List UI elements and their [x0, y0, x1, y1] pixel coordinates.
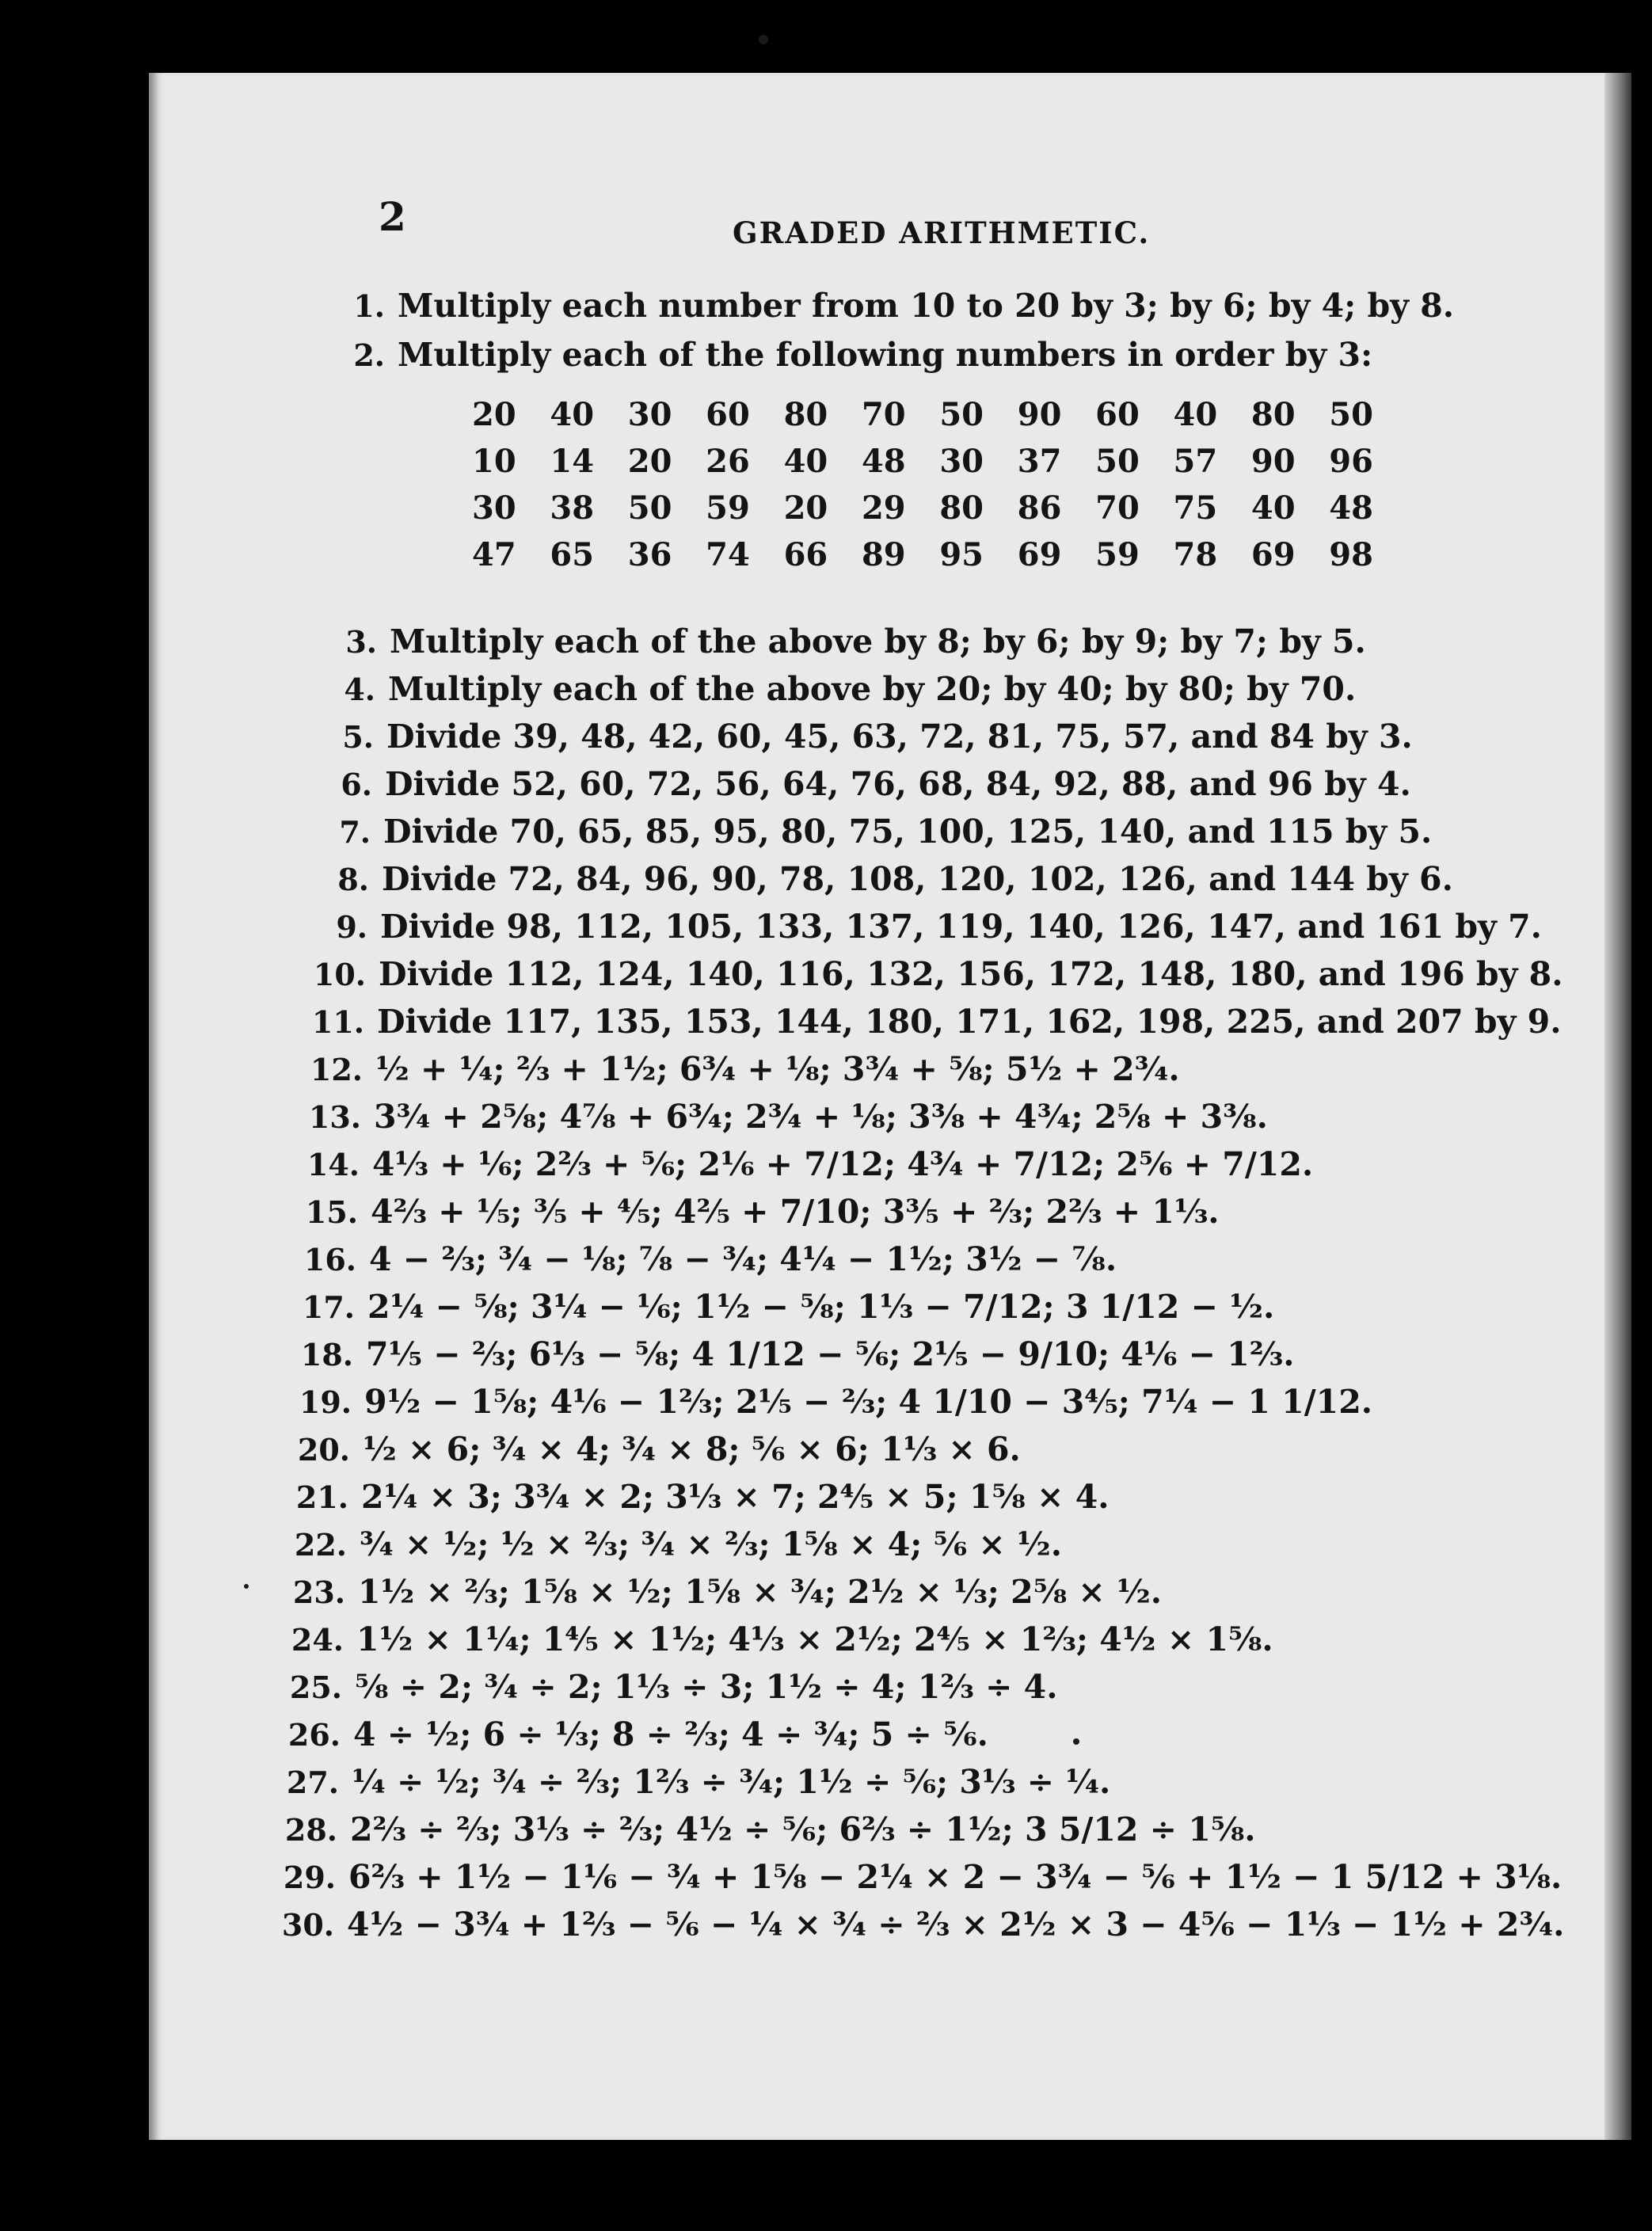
problem-22: [279, 1525, 1062, 1564]
problem-text: Multiply each of the following numbers in order by 3:: [398, 336, 1373, 374]
grid-cell: 80: [939, 489, 984, 527]
scan-speck: [244, 1584, 249, 1589]
problem-text: 3¾ + 2⅝; 4⅞ + 6¾; 2¾ + ⅛; 3⅜ + 4¾; 2⅝ + 3⅜.: [374, 1098, 1268, 1136]
problem-text: ½ + ¼; ⅔ + 1½; 6¾ + ⅛; 3¾ + ⅝; 5½ + 2¾.: [375, 1050, 1180, 1088]
grid-cell: 50: [1095, 443, 1140, 480]
problem-number: 16.: [303, 1242, 356, 1277]
grid-cell: 66: [783, 536, 828, 573]
grid-cell: 65: [550, 536, 595, 573]
problem-23: [277, 1573, 1162, 1612]
problem-text: Divide 98, 112, 105, 133, 137, 119, 140, 126, 147, and 161 by 7.: [380, 908, 1542, 946]
grid-row: [472, 443, 1407, 489]
grid-cell: 98: [1329, 536, 1373, 573]
problem-30: [266, 1905, 1564, 1944]
grid-row: [472, 396, 1407, 443]
problem-15: [290, 1193, 1220, 1232]
problem-text: Multiply each of the above by 20; by 40; by 80; by 70.: [388, 670, 1357, 708]
grid-row: [472, 489, 1407, 536]
grid-cell: 29: [861, 489, 906, 527]
grid-cell: 89: [861, 536, 906, 573]
problem-number: 26.: [287, 1717, 341, 1753]
problem-text: 1½ × ⅔; 1⅝ × ½; 1⅝ × ¾; 2½ × ⅓; 2⅝ × ½.: [358, 1573, 1163, 1611]
problem-number: 10.: [313, 957, 366, 992]
problem-17: [287, 1288, 1274, 1327]
grid-row: [472, 536, 1407, 583]
problem-number: 23.: [292, 1574, 345, 1610]
grid-cell: 78: [1173, 536, 1218, 573]
problem-19: [284, 1383, 1372, 1422]
problem-number: 20.: [297, 1432, 350, 1468]
problem-number: 12.: [310, 1052, 363, 1087]
grid-cell: 50: [939, 396, 984, 433]
problem-10: [298, 955, 1563, 994]
problem-number: 28.: [284, 1812, 337, 1848]
problem-text: 2⅔ ÷ ⅔; 3⅓ ÷ ⅔; 4½ ÷ ⅚; 6⅔ ÷ 1½; 3 5/12 ÷ 1⅝.: [350, 1810, 1256, 1848]
problem-4: [307, 670, 1356, 709]
problem-text: Multiply each number from 10 to 20 by 3; by 6; by 4; by 8.: [398, 287, 1455, 325]
problem-text: ¾ × ½; ½ × ⅔; ¾ × ⅔; 1⅝ × 4; ⅚ × ½.: [360, 1525, 1063, 1563]
grid-cell: 30: [939, 443, 984, 480]
problem-number: 13.: [308, 1099, 361, 1135]
grid-cell: 59: [706, 489, 750, 527]
problem-24: [276, 1620, 1273, 1659]
problem-16: [288, 1240, 1117, 1279]
problem-text: 4 ÷ ½; 6 ÷ ⅓; 8 ÷ ⅔; 4 ÷ ¾; 5 ÷ ⅚.: [353, 1715, 988, 1753]
problem-text: 4 − ⅔; ¾ − ⅛; ⅞ − ¾; 4¼ − 1½; 3½ − ⅞.: [369, 1240, 1117, 1278]
problem-number: 5.: [342, 719, 374, 755]
problem-26: [272, 1715, 988, 1754]
problem-1: [317, 287, 1454, 326]
problem-13: [293, 1098, 1268, 1136]
problem-29: [268, 1858, 1562, 1897]
problem-6: [304, 765, 1411, 804]
grid-cell: 74: [706, 536, 750, 573]
problem-number: 25.: [289, 1669, 342, 1705]
grid-cell: 86: [1017, 489, 1062, 527]
grid-cell: 30: [627, 396, 672, 433]
problem-text: 7⅕ − ⅔; 6⅓ − ⅝; 4 1/12 − ⅚; 2⅕ − 9/10; 4⅙ − 1⅔.: [366, 1335, 1295, 1373]
problem-25: [274, 1668, 1058, 1707]
grid-cell: 20: [783, 489, 828, 527]
problem-text: 1½ × 1¼; 1⅘ × 1½; 4⅓ × 2½; 2⅘ × 1⅔; 4½ × 1⅝.: [356, 1620, 1273, 1658]
grid-cell: 40: [1250, 489, 1296, 527]
problem-number: 24.: [291, 1622, 344, 1658]
problem-number: 27.: [286, 1765, 339, 1800]
grid-cell: 14: [550, 443, 595, 480]
grid-cell: 75: [1173, 489, 1218, 527]
problem-text: Divide 72, 84, 96, 90, 78, 108, 120, 102, 126, and 144 by 6.: [382, 860, 1453, 898]
problem-text: 6⅔ + 1½ − 1⅙ − ¾ + 1⅝ − 2¼ × 2 − 3¾ − ⅚ + 1½ − 1 5/12 + 3⅛.: [348, 1858, 1563, 1896]
problem-text: Divide 39, 48, 42, 60, 45, 63, 72, 81, 75, 57, and 84 by 3.: [386, 718, 1413, 756]
problem-text: Divide 70, 65, 85, 95, 80, 75, 100, 125, 140, and 115 by 5.: [383, 813, 1433, 851]
grid-cell: 70: [861, 396, 906, 433]
grid-cell: 80: [783, 396, 828, 433]
grid-cell: 50: [627, 489, 672, 527]
page-edge-shadow: [1604, 73, 1631, 2140]
problem-number: 15.: [305, 1194, 358, 1230]
grid-cell: 38: [550, 489, 595, 527]
problem-text: Divide 112, 124, 140, 116, 132, 156, 172, 148, 180, and 196 by 8.: [379, 955, 1563, 993]
grid-cell: 37: [1017, 443, 1062, 480]
problem-number: 18.: [300, 1337, 353, 1372]
problem-text: 4⅔ + ⅕; ⅗ + ⅘; 4⅖ + 7/10; 3⅗ + ⅔; 2⅔ + 1⅓.: [371, 1193, 1220, 1231]
problem-number: 4.: [344, 672, 375, 707]
scan-speck: [759, 35, 768, 44]
problem-number: 1.: [353, 288, 385, 324]
grid-cell: 40: [550, 396, 595, 433]
problem-5: [306, 718, 1413, 756]
running-head: GRADED ARITHMETIC.: [733, 215, 1151, 250]
problem-text: Multiply each of the above by 8; by 6; by 9; by 7; by 5.: [390, 622, 1366, 661]
grid-cell: 50: [1329, 396, 1373, 433]
problem-27: [271, 1763, 1110, 1802]
grid-cell: 20: [472, 396, 516, 433]
problem-18: [285, 1335, 1295, 1374]
problem-text: 2¼ − ⅝; 3¼ − ⅙; 1½ − ⅝; 1⅓ − 7/12; 3 1/12 − ½.: [367, 1288, 1275, 1326]
grid-cell: 48: [861, 443, 906, 480]
grid-cell: 40: [1173, 396, 1218, 433]
problem-28: [269, 1810, 1256, 1849]
grid-cell: 96: [1329, 443, 1373, 480]
grid-cell: 95: [939, 536, 984, 573]
grid-cell: 47: [472, 536, 516, 573]
problem-number: 3.: [345, 624, 377, 660]
grid-cell: 70: [1095, 489, 1140, 527]
problem-text: 9½ − 1⅝; 4⅙ − 1⅔; 2⅕ − ⅔; 4 1/10 − 3⅘; 7¼ − 1 1/12.: [364, 1383, 1373, 1421]
problem-number: 8.: [337, 862, 369, 897]
grid-cell: 59: [1095, 536, 1140, 573]
problem-number: 29.: [283, 1860, 336, 1895]
problem-14: [291, 1145, 1313, 1184]
problem-number: 2.: [353, 337, 385, 373]
problem-text: ½ × 6; ¾ × 4; ¾ × 8; ⅚ × 6; 1⅓ × 6.: [363, 1430, 1021, 1468]
problem-9: [299, 908, 1542, 946]
problem-text: 4⅓ + ⅙; 2⅔ + ⅚; 2⅙ + 7/12; 4¾ + 7/12; 2⅚ + 7/12.: [372, 1145, 1314, 1183]
problem-text: ⅝ ÷ 2; ¾ ÷ 2; 1⅓ ÷ 3; 1½ ÷ 4; 1⅔ ÷ 4.: [355, 1668, 1058, 1706]
grid-cell: 69: [1017, 536, 1062, 573]
problem-number: 21.: [295, 1479, 348, 1515]
problem-7: [303, 813, 1432, 851]
page-number: 2: [379, 193, 406, 240]
problem-number: 9.: [336, 909, 367, 945]
problem-21: [280, 1478, 1110, 1517]
grid-cell: 60: [1095, 396, 1140, 433]
grid-cell: 36: [627, 536, 672, 573]
problem-text: Divide 52, 60, 72, 56, 64, 76, 68, 84, 92, 88, and 96 by 4.: [385, 765, 1411, 803]
problem-text: 4½ − 3¾ + 1⅔ − ⅚ − ¼ × ¾ ÷ ⅔ × 2½ × 3 − 4⅚ − 1⅓ − 1½ + 2¾.: [347, 1905, 1565, 1944]
problem-text: ¼ ÷ ½; ¾ ÷ ⅔; 1⅔ ÷ ¾; 1½ ÷ ⅚; 3⅓ ÷ ¼.: [352, 1763, 1111, 1801]
problem-number: 17.: [302, 1289, 355, 1325]
problem-number: 6.: [341, 767, 372, 802]
scan-speck: [1073, 1738, 1079, 1745]
problem-number: 11.: [311, 1004, 364, 1040]
problem-number: 22.: [294, 1527, 347, 1563]
problem-number: 14.: [306, 1147, 360, 1182]
problem-number: 7.: [339, 814, 371, 850]
problem-12: [295, 1050, 1180, 1089]
grid-cell: 26: [706, 443, 750, 480]
problem-8: [301, 860, 1453, 899]
grid-cell: 40: [783, 443, 828, 480]
grid-cell: 30: [472, 489, 516, 527]
problem-20: [282, 1430, 1021, 1469]
grid-cell: 90: [1017, 396, 1062, 433]
grid-cell: 20: [627, 443, 672, 480]
grid-cell: 57: [1173, 443, 1218, 480]
number-grid: [472, 396, 1407, 583]
grid-cell: 69: [1250, 536, 1296, 573]
grid-cell: 80: [1250, 396, 1296, 433]
grid-cell: 10: [472, 443, 516, 480]
grid-cell: 90: [1250, 443, 1296, 480]
problem-text: Divide 117, 135, 153, 144, 180, 171, 162, 198, 225, and 207 by 9.: [377, 1003, 1562, 1041]
grid-cell: 60: [706, 396, 750, 433]
problem-text: 2¼ × 3; 3¾ × 2; 3⅓ × 7; 2⅘ × 5; 1⅝ × 4.: [361, 1478, 1110, 1516]
problem-2: [317, 336, 1372, 375]
problem-number: 19.: [299, 1384, 352, 1420]
grid-cell: 48: [1329, 489, 1373, 527]
problem-11: [296, 1003, 1561, 1041]
problem-3: [309, 622, 1366, 661]
problem-number: 30.: [281, 1907, 334, 1943]
